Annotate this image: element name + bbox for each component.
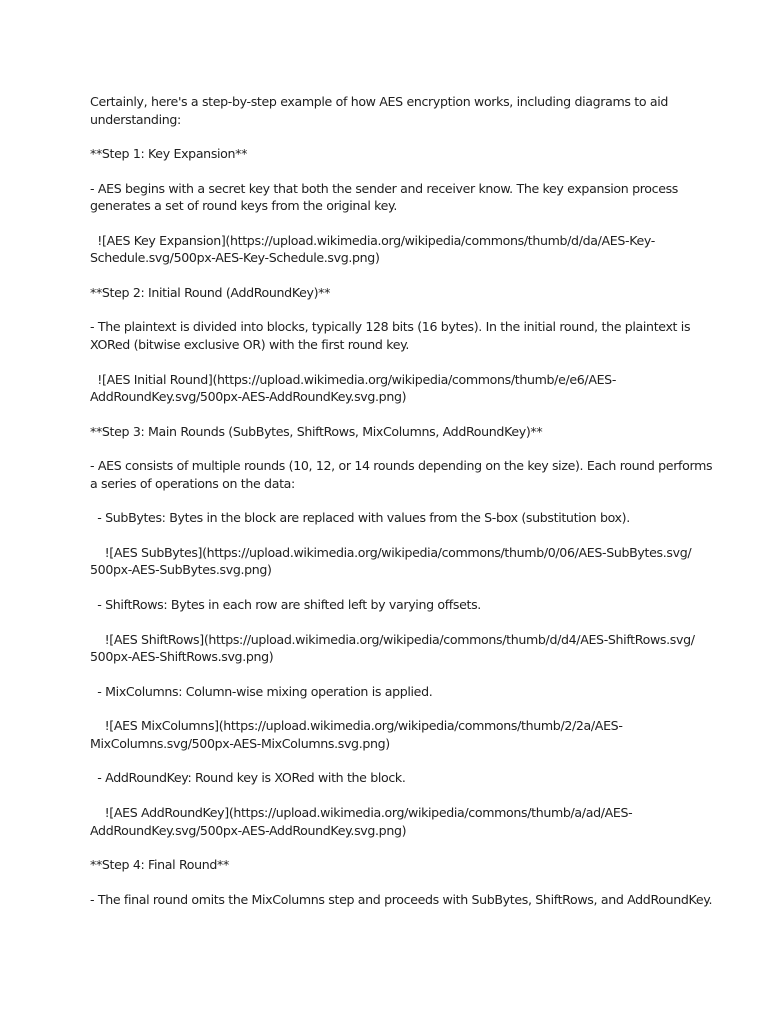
text-line: - MixColumns: Column-wise mixing operation is applied. [90,683,433,699]
text-line: 500px-AES-ShiftRows.svg.png) [90,649,274,665]
text-line: - AES consists of multiple rounds (10, 12, or 14 rounds depending on the key size). Each round performs [90,458,713,474]
document-paragraph [90,318,690,353]
text-line: - The plaintext is divided into blocks, typically 128 bits (16 bytes). In the initial round, the plaintext is [90,319,691,335]
text-line: ![AES Key Expansion](https://upload.wikimedia.org/wikipedia/commons/thumb/d/da/AES-Key- [90,232,655,248]
document-paragraph [90,769,690,787]
document-paragraph [90,371,690,406]
text-line: **Step 2: Initial Round (AddRoundKey)** [90,284,331,300]
text-line: XORed (bitwise exclusive OR) with the first round key. [90,336,410,352]
text-line: Schedule.svg/500px-AES-Key-Schedule.svg.png) [90,250,380,266]
text-line: - SubBytes: Bytes in the block are replaced with values from the S-box (substitution box). [90,510,630,526]
document-paragraph [90,856,690,874]
text-line: ![AES Initial Round](https://upload.wikimedia.org/wikipedia/commons/thumb/e/e6/AES- [90,371,617,387]
document-paragraph [90,631,695,666]
document-paragraph [90,284,690,302]
text-line: **Step 3: Main Rounds (SubBytes, ShiftRows, MixColumns, AddRoundKey)** [90,423,543,439]
text-line: MixColumns.svg/500px-AES-MixColumns.svg.png) [90,735,390,751]
document-paragraph [90,544,690,579]
document-paragraph [90,457,713,492]
text-line: ![AES AddRoundKey](https://upload.wikimedia.org/wikipedia/commons/thumb/a/ad/AES- [90,805,633,820]
text-line: ![AES MixColumns](https://upload.wikimedia.org/wikipedia/commons/thumb/2/2a/AES- [90,718,623,734]
document-paragraph [90,683,690,701]
document-paragraph [90,891,713,909]
document-paragraph [90,180,690,215]
document-paragraph [90,423,690,441]
document-paragraph [90,717,690,752]
document-paragraph [90,145,690,163]
text-line: generates a set of round keys from the original key. [90,198,398,214]
text-line: - AddRoundKey: Round key is XORed with the block. [90,770,406,786]
text-line: ![AES ShiftRows](https://upload.wikimedia.org/wikipedia/commons/thumb/d/d4/AES-ShiftRows.svg/ [90,631,695,647]
text-line: understanding: [90,111,181,127]
document-paragraph [90,804,690,839]
text-line: Certainly, here's a step-by-step example of how AES encryption works, including diagrams to aid [90,94,668,109]
text-line: - ShiftRows: Bytes in each row are shifted left by varying offsets. [90,597,481,613]
document-body [90,93,713,925]
text-line: ![AES SubBytes](https://upload.wikimedia.org/wikipedia/commons/thumb/0/06/AES-SubBytes.svg/ [90,544,692,560]
text-line: **Step 4: Final Round** [90,857,229,873]
text-line: AddRoundKey.svg/500px-AES-AddRoundKey.svg.png) [90,822,407,838]
document-paragraph [90,596,690,614]
text-line: **Step 1: Key Expansion** [90,146,248,162]
document-paragraph [90,232,690,267]
text-line: - The final round omits the MixColumns step and proceeds with SubBytes, ShiftRows, and AddRoundKey. [90,891,713,907]
text-line: - AES begins with a secret key that both the sender and receiver know. The key expansion process [90,180,679,196]
document-paragraph [90,93,690,128]
text-line: a series of operations on the data: [90,475,295,491]
text-line: 500px-AES-SubBytes.svg.png) [90,562,272,578]
document-paragraph [90,509,690,527]
text-line: AddRoundKey.svg/500px-AES-AddRoundKey.svg.png) [90,389,407,405]
